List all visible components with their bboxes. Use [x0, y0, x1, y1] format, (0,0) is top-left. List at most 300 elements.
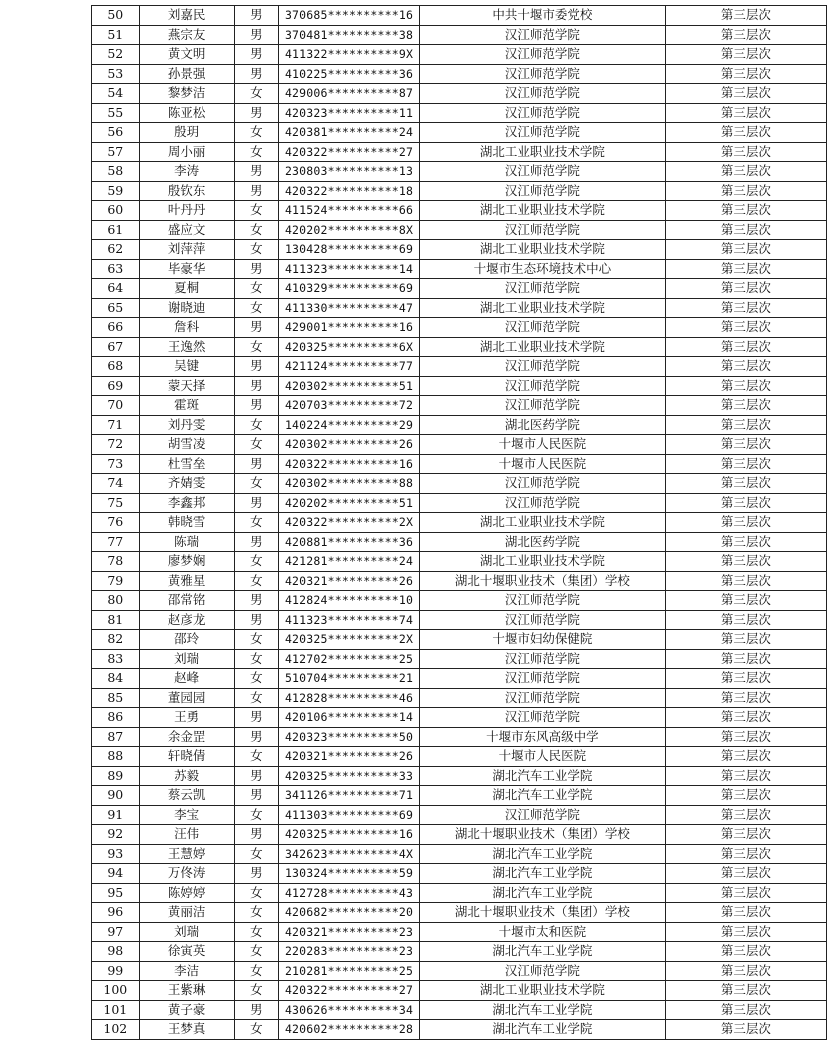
gender-cell: 女 [234, 220, 278, 240]
id-number-cell: 420602**********28 [279, 1020, 420, 1040]
table-row [92, 708, 827, 728]
level-cell: 第三层次 [665, 688, 826, 708]
name-cell: 韩晓雪 [139, 513, 234, 533]
work-unit-cell: 湖北汽车工业学院 [419, 766, 665, 786]
serial-number-cell: 78 [92, 552, 140, 572]
id-number-cell: 510704**********21 [279, 669, 420, 689]
gender-cell: 女 [234, 1020, 278, 1040]
serial-number-cell: 82 [92, 630, 140, 650]
level-cell: 第三层次 [665, 649, 826, 669]
name-cell: 齐婧雯 [139, 474, 234, 494]
table-row [92, 357, 827, 377]
serial-number-cell: 66 [92, 318, 140, 338]
serial-number-cell: 91 [92, 805, 140, 825]
id-number-cell: 420321**********23 [279, 922, 420, 942]
gender-cell: 男 [234, 825, 278, 845]
serial-number-cell: 88 [92, 747, 140, 767]
gender-cell: 女 [234, 903, 278, 923]
gender-cell: 女 [234, 123, 278, 143]
table-row [92, 240, 827, 260]
table-row [92, 591, 827, 611]
work-unit-cell: 湖北工业职业技术学院 [419, 552, 665, 572]
work-unit-cell: 湖北十堰职业技术（集团）学校 [419, 825, 665, 845]
serial-number-cell: 101 [92, 1000, 140, 1020]
work-unit-cell: 湖北汽车工业学院 [419, 844, 665, 864]
name-cell: 李涛 [139, 162, 234, 182]
level-cell: 第三层次 [665, 201, 826, 221]
gender-cell: 男 [234, 181, 278, 201]
id-number-cell: 370481**********38 [279, 25, 420, 45]
serial-number-cell: 84 [92, 669, 140, 689]
table-row [92, 45, 827, 65]
table-row [92, 844, 827, 864]
work-unit-cell: 湖北汽车工业学院 [419, 1020, 665, 1040]
name-cell: 霍斑 [139, 396, 234, 416]
table-row [92, 571, 827, 591]
work-unit-cell: 湖北汽车工业学院 [419, 786, 665, 806]
id-number-cell: 420323**********50 [279, 727, 420, 747]
work-unit-cell: 十堰市人民医院 [419, 454, 665, 474]
gender-cell: 男 [234, 864, 278, 884]
name-cell: 黄雅星 [139, 571, 234, 591]
gender-cell: 男 [234, 786, 278, 806]
name-cell: 刘瑞 [139, 922, 234, 942]
serial-number-cell: 76 [92, 513, 140, 533]
name-cell: 赵峰 [139, 669, 234, 689]
work-unit-cell: 汉江师范学院 [419, 181, 665, 201]
work-unit-cell: 湖北医药学院 [419, 532, 665, 552]
work-unit-cell: 湖北十堰职业技术（集团）学校 [419, 903, 665, 923]
level-cell: 第三层次 [665, 474, 826, 494]
gender-cell: 男 [234, 610, 278, 630]
level-cell: 第三层次 [665, 903, 826, 923]
gender-cell: 女 [234, 922, 278, 942]
id-number-cell: 420682**********20 [279, 903, 420, 923]
serial-number-cell: 77 [92, 532, 140, 552]
level-cell: 第三层次 [665, 162, 826, 182]
gender-cell: 女 [234, 84, 278, 104]
table-row [92, 981, 827, 1001]
table-row [92, 474, 827, 494]
serial-number-cell: 99 [92, 961, 140, 981]
id-number-cell: 410329**********69 [279, 279, 420, 299]
work-unit-cell: 中共十堰市委党校 [419, 6, 665, 26]
name-cell: 杜雪垒 [139, 454, 234, 474]
serial-number-cell: 96 [92, 903, 140, 923]
id-number-cell: 420325**********6X [279, 337, 420, 357]
table-row [92, 805, 827, 825]
level-cell: 第三层次 [665, 571, 826, 591]
gender-cell: 男 [234, 493, 278, 513]
id-number-cell: 410225**********36 [279, 64, 420, 84]
serial-number-cell: 102 [92, 1020, 140, 1040]
level-cell: 第三层次 [665, 415, 826, 435]
serial-number-cell: 52 [92, 45, 140, 65]
serial-number-cell: 80 [92, 591, 140, 611]
name-cell: 刘萍萍 [139, 240, 234, 260]
id-number-cell: 420325**********16 [279, 825, 420, 845]
work-unit-cell: 汉江师范学院 [419, 688, 665, 708]
level-cell: 第三层次 [665, 942, 826, 962]
serial-number-cell: 92 [92, 825, 140, 845]
table-row [92, 259, 827, 279]
work-unit-cell: 汉江师范学院 [419, 25, 665, 45]
id-number-cell: 420322**********18 [279, 181, 420, 201]
level-cell: 第三层次 [665, 669, 826, 689]
table-row [92, 298, 827, 318]
gender-cell: 女 [234, 630, 278, 650]
id-number-cell: 420302**********26 [279, 435, 420, 455]
work-unit-cell: 汉江师范学院 [419, 357, 665, 377]
work-unit-cell: 汉江师范学院 [419, 396, 665, 416]
serial-number-cell: 72 [92, 435, 140, 455]
id-number-cell: 420321**********26 [279, 571, 420, 591]
roster-table [91, 5, 827, 1040]
table-row [92, 103, 827, 123]
serial-number-cell: 51 [92, 25, 140, 45]
name-cell: 李洁 [139, 961, 234, 981]
gender-cell: 女 [234, 688, 278, 708]
name-cell: 刘嘉民 [139, 6, 234, 26]
serial-number-cell: 85 [92, 688, 140, 708]
table-row [92, 747, 827, 767]
gender-cell: 女 [234, 142, 278, 162]
level-cell: 第三层次 [665, 454, 826, 474]
work-unit-cell: 汉江师范学院 [419, 805, 665, 825]
gender-cell: 女 [234, 942, 278, 962]
id-number-cell: 420202**********51 [279, 493, 420, 513]
table-row [92, 825, 827, 845]
serial-number-cell: 67 [92, 337, 140, 357]
gender-cell: 男 [234, 259, 278, 279]
work-unit-cell: 汉江师范学院 [419, 84, 665, 104]
id-number-cell: 420322**********27 [279, 142, 420, 162]
table-row [92, 610, 827, 630]
level-cell: 第三层次 [665, 220, 826, 240]
gender-cell: 女 [234, 883, 278, 903]
gender-cell: 男 [234, 357, 278, 377]
table-row [92, 318, 827, 338]
level-cell: 第三层次 [665, 376, 826, 396]
work-unit-cell: 十堰市太和医院 [419, 922, 665, 942]
id-number-cell: 430626**********34 [279, 1000, 420, 1020]
serial-number-cell: 53 [92, 64, 140, 84]
work-unit-cell: 汉江师范学院 [419, 591, 665, 611]
gender-cell: 女 [234, 747, 278, 767]
name-cell: 胡雪凌 [139, 435, 234, 455]
id-number-cell: 411323**********74 [279, 610, 420, 630]
level-cell: 第三层次 [665, 123, 826, 143]
id-number-cell: 411303**********69 [279, 805, 420, 825]
table-row [92, 142, 827, 162]
table-row [92, 84, 827, 104]
work-unit-cell: 十堰市生态环境技术中心 [419, 259, 665, 279]
level-cell: 第三层次 [665, 493, 826, 513]
work-unit-cell: 汉江师范学院 [419, 162, 665, 182]
serial-number-cell: 54 [92, 84, 140, 104]
level-cell: 第三层次 [665, 1000, 826, 1020]
serial-number-cell: 90 [92, 786, 140, 806]
gender-cell: 女 [234, 571, 278, 591]
serial-number-cell: 95 [92, 883, 140, 903]
id-number-cell: 420302**********88 [279, 474, 420, 494]
work-unit-cell: 湖北汽车工业学院 [419, 864, 665, 884]
level-cell: 第三层次 [665, 279, 826, 299]
serial-number-cell: 60 [92, 201, 140, 221]
table-row [92, 181, 827, 201]
id-number-cell: 220283**********23 [279, 942, 420, 962]
id-number-cell: 230803**********13 [279, 162, 420, 182]
id-number-cell: 421281**********24 [279, 552, 420, 572]
name-cell: 王梦真 [139, 1020, 234, 1040]
gender-cell: 男 [234, 318, 278, 338]
serial-number-cell: 97 [92, 922, 140, 942]
serial-number-cell: 69 [92, 376, 140, 396]
table-row [92, 883, 827, 903]
serial-number-cell: 73 [92, 454, 140, 474]
serial-number-cell: 61 [92, 220, 140, 240]
level-cell: 第三层次 [665, 396, 826, 416]
work-unit-cell: 汉江师范学院 [419, 649, 665, 669]
level-cell: 第三层次 [665, 357, 826, 377]
level-cell: 第三层次 [665, 552, 826, 572]
id-number-cell: 412728**********43 [279, 883, 420, 903]
gender-cell: 男 [234, 25, 278, 45]
serial-number-cell: 71 [92, 415, 140, 435]
serial-number-cell: 58 [92, 162, 140, 182]
name-cell: 蔡云凯 [139, 786, 234, 806]
table-row [92, 552, 827, 572]
id-number-cell: 411323**********14 [279, 259, 420, 279]
table-row [92, 415, 827, 435]
id-number-cell: 412824**********10 [279, 591, 420, 611]
gender-cell: 女 [234, 961, 278, 981]
name-cell: 周小丽 [139, 142, 234, 162]
id-number-cell: 412702**********25 [279, 649, 420, 669]
work-unit-cell: 湖北工业职业技术学院 [419, 142, 665, 162]
table-row [92, 123, 827, 143]
gender-cell: 女 [234, 415, 278, 435]
id-number-cell: 429006**********87 [279, 84, 420, 104]
table-row [92, 903, 827, 923]
serial-number-cell: 87 [92, 727, 140, 747]
name-cell: 詹科 [139, 318, 234, 338]
table-row [92, 961, 827, 981]
gender-cell: 女 [234, 201, 278, 221]
gender-cell: 男 [234, 766, 278, 786]
serial-number-cell: 70 [92, 396, 140, 416]
table-row [92, 435, 827, 455]
level-cell: 第三层次 [665, 981, 826, 1001]
table-row [92, 669, 827, 689]
id-number-cell: 342623**********4X [279, 844, 420, 864]
name-cell: 夏桐 [139, 279, 234, 299]
name-cell: 王慧婷 [139, 844, 234, 864]
table-row [92, 162, 827, 182]
serial-number-cell: 81 [92, 610, 140, 630]
table-row [92, 1000, 827, 1020]
work-unit-cell: 湖北工业职业技术学院 [419, 201, 665, 221]
name-cell: 董园园 [139, 688, 234, 708]
name-cell: 黎梦洁 [139, 84, 234, 104]
level-cell: 第三层次 [665, 864, 826, 884]
serial-number-cell: 89 [92, 766, 140, 786]
name-cell: 李鑫邦 [139, 493, 234, 513]
id-number-cell: 411330**********47 [279, 298, 420, 318]
gender-cell: 男 [234, 454, 278, 474]
work-unit-cell: 汉江师范学院 [419, 610, 665, 630]
gender-cell: 男 [234, 45, 278, 65]
work-unit-cell: 汉江师范学院 [419, 103, 665, 123]
serial-number-cell: 64 [92, 279, 140, 299]
work-unit-cell: 湖北工业职业技术学院 [419, 337, 665, 357]
id-number-cell: 429001**********16 [279, 318, 420, 338]
name-cell: 万佟涛 [139, 864, 234, 884]
serial-number-cell: 68 [92, 357, 140, 377]
table-row [92, 201, 827, 221]
serial-number-cell: 86 [92, 708, 140, 728]
work-unit-cell: 湖北十堰职业技术（集团）学校 [419, 571, 665, 591]
serial-number-cell: 65 [92, 298, 140, 318]
name-cell: 赵彦龙 [139, 610, 234, 630]
gender-cell: 男 [234, 1000, 278, 1020]
name-cell: 苏毅 [139, 766, 234, 786]
table-row [92, 727, 827, 747]
work-unit-cell: 汉江师范学院 [419, 318, 665, 338]
work-unit-cell: 汉江师范学院 [419, 220, 665, 240]
name-cell: 陈婷婷 [139, 883, 234, 903]
level-cell: 第三层次 [665, 84, 826, 104]
id-number-cell: 130428**********69 [279, 240, 420, 260]
id-number-cell: 210281**********25 [279, 961, 420, 981]
work-unit-cell: 湖北工业职业技术学院 [419, 981, 665, 1001]
name-cell: 李宝 [139, 805, 234, 825]
level-cell: 第三层次 [665, 181, 826, 201]
level-cell: 第三层次 [665, 532, 826, 552]
gender-cell: 女 [234, 649, 278, 669]
table-row [92, 220, 827, 240]
gender-cell: 女 [234, 337, 278, 357]
table-row [92, 630, 827, 650]
work-unit-cell: 汉江师范学院 [419, 45, 665, 65]
level-cell: 第三层次 [665, 825, 826, 845]
name-cell: 王逸然 [139, 337, 234, 357]
gender-cell: 女 [234, 552, 278, 572]
work-unit-cell: 汉江师范学院 [419, 669, 665, 689]
level-cell: 第三层次 [665, 610, 826, 630]
name-cell: 谢晓迪 [139, 298, 234, 318]
level-cell: 第三层次 [665, 103, 826, 123]
serial-number-cell: 50 [92, 6, 140, 26]
table-row [92, 786, 827, 806]
serial-number-cell: 74 [92, 474, 140, 494]
serial-number-cell: 100 [92, 981, 140, 1001]
level-cell: 第三层次 [665, 298, 826, 318]
name-cell: 邵玲 [139, 630, 234, 650]
gender-cell: 女 [234, 240, 278, 260]
work-unit-cell: 湖北工业职业技术学院 [419, 240, 665, 260]
id-number-cell: 411322**********9X [279, 45, 420, 65]
id-number-cell: 130324**********59 [279, 864, 420, 884]
table-row [92, 649, 827, 669]
gender-cell: 男 [234, 162, 278, 182]
serial-number-cell: 56 [92, 123, 140, 143]
work-unit-cell: 汉江师范学院 [419, 64, 665, 84]
gender-cell: 男 [234, 727, 278, 747]
roster-body [92, 6, 827, 1040]
serial-number-cell: 59 [92, 181, 140, 201]
name-cell: 盛应文 [139, 220, 234, 240]
name-cell: 燕宗友 [139, 25, 234, 45]
gender-cell: 女 [234, 279, 278, 299]
name-cell: 刘瑞 [139, 649, 234, 669]
level-cell: 第三层次 [665, 142, 826, 162]
level-cell: 第三层次 [665, 6, 826, 26]
table-row [92, 688, 827, 708]
name-cell: 殷玥 [139, 123, 234, 143]
work-unit-cell: 汉江师范学院 [419, 123, 665, 143]
gender-cell: 女 [234, 298, 278, 318]
name-cell: 黄文明 [139, 45, 234, 65]
name-cell: 刘丹雯 [139, 415, 234, 435]
table-row [92, 864, 827, 884]
level-cell: 第三层次 [665, 1020, 826, 1040]
level-cell: 第三层次 [665, 45, 826, 65]
serial-number-cell: 75 [92, 493, 140, 513]
table-row [92, 532, 827, 552]
level-cell: 第三层次 [665, 64, 826, 84]
table-row [92, 493, 827, 513]
id-number-cell: 420325**********33 [279, 766, 420, 786]
gender-cell: 男 [234, 591, 278, 611]
table-row [92, 454, 827, 474]
level-cell: 第三层次 [665, 786, 826, 806]
id-number-cell: 411524**********66 [279, 201, 420, 221]
table-row [92, 337, 827, 357]
work-unit-cell: 十堰市妇幼保健院 [419, 630, 665, 650]
table-row [92, 1020, 827, 1040]
level-cell: 第三层次 [665, 766, 826, 786]
table-row [92, 513, 827, 533]
gender-cell: 男 [234, 64, 278, 84]
id-number-cell: 140224**********29 [279, 415, 420, 435]
serial-number-cell: 62 [92, 240, 140, 260]
gender-cell: 女 [234, 474, 278, 494]
work-unit-cell: 十堰市东风高级中学 [419, 727, 665, 747]
level-cell: 第三层次 [665, 513, 826, 533]
name-cell: 余金罡 [139, 727, 234, 747]
table-row [92, 6, 827, 26]
serial-number-cell: 93 [92, 844, 140, 864]
work-unit-cell: 汉江师范学院 [419, 493, 665, 513]
level-cell: 第三层次 [665, 591, 826, 611]
table-row [92, 64, 827, 84]
id-number-cell: 420302**********51 [279, 376, 420, 396]
work-unit-cell: 湖北汽车工业学院 [419, 1000, 665, 1020]
gender-cell: 男 [234, 6, 278, 26]
id-number-cell: 412828**********46 [279, 688, 420, 708]
table-row [92, 942, 827, 962]
table-row [92, 766, 827, 786]
id-number-cell: 420202**********8X [279, 220, 420, 240]
level-cell: 第三层次 [665, 25, 826, 45]
table-row [92, 922, 827, 942]
name-cell: 黄丽洁 [139, 903, 234, 923]
name-cell: 毕豪华 [139, 259, 234, 279]
work-unit-cell: 湖北工业职业技术学院 [419, 513, 665, 533]
name-cell: 吴键 [139, 357, 234, 377]
id-number-cell: 420322**********16 [279, 454, 420, 474]
